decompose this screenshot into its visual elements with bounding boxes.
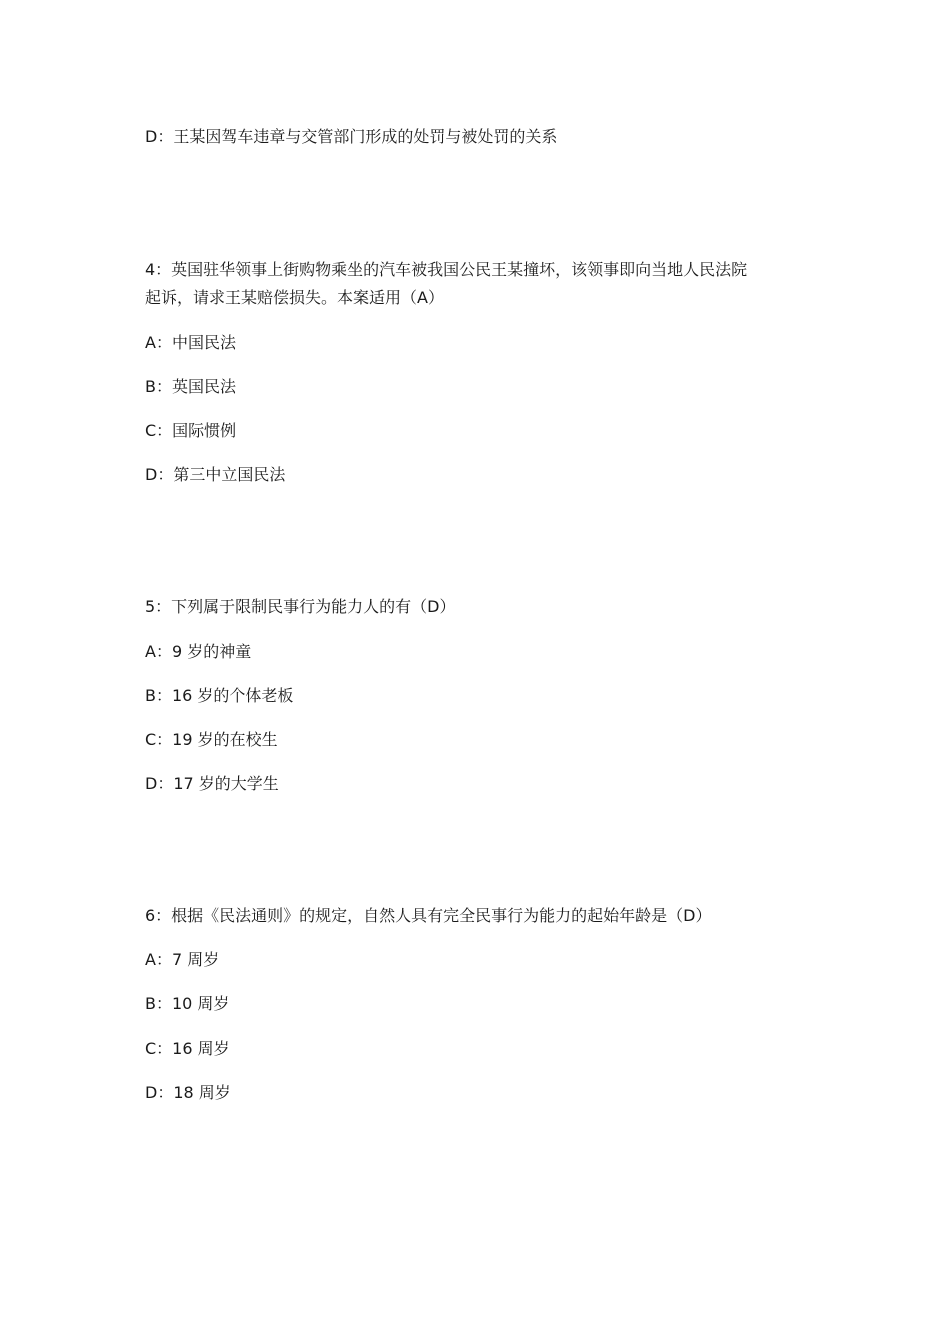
question-4-text-line-2: 起诉，请求王某赔偿损失。本案适用（A）: [145, 288, 444, 307]
question-6-option-a: A：7 周岁: [145, 950, 220, 969]
question-4-option-a: A：中国民法: [145, 333, 236, 352]
question-6-text: 6：根据《民法通则》的规定，自然人具有完全民事行为能力的起始年龄是（D）: [145, 906, 712, 925]
question-5-option-a: A：9 岁的神童: [145, 642, 252, 661]
question-5-option-b: B：16 岁的个体老板: [145, 686, 294, 705]
question-4-option-b: B：英国民法: [145, 377, 236, 396]
question-5-option-d: D：17 岁的大学生: [145, 774, 279, 793]
question-5-text: 5：下列属于限制民事行为能力人的有（D）: [145, 597, 456, 616]
prev-question-option-d: D：王某因驾车违章与交管部门形成的处罚与被处罚的关系: [145, 127, 558, 146]
question-4-option-c: C：国际惯例: [145, 421, 237, 440]
question-6-option-b: B：10 周岁: [145, 994, 230, 1013]
question-4-text-line-1: 4：英国驻华领事上街购物乘坐的汽车被我国公民王某撞坏，该领事即向当地人民法院: [145, 260, 748, 279]
question-6-option-c: C：16 周岁: [145, 1039, 230, 1058]
question-6-option-d: D：18 周岁: [145, 1083, 231, 1102]
question-4-option-d: D：第三中立国民法: [145, 465, 286, 484]
question-5-option-c: C：19 岁的在校生: [145, 730, 278, 749]
